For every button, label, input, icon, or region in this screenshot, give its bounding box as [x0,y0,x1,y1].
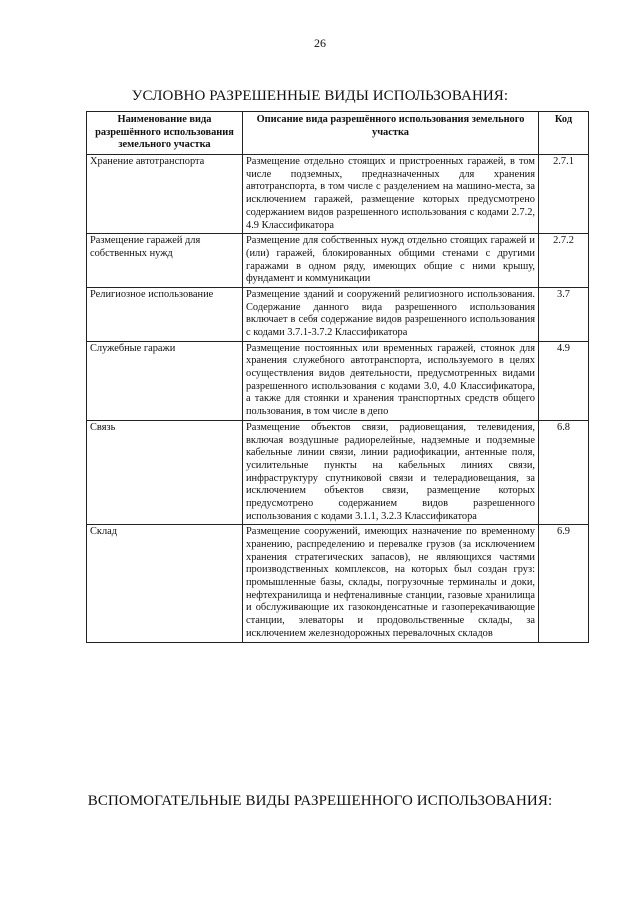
table-header-row [87,112,589,155]
row-description: Размещение зданий и сооружений религиозного использования. Содержание данного вида разрешенного использования включает в себя содержание видов разрешенного использования с кодами 3.7.1-3.7.2 Классификатора [243,287,539,341]
table-row [87,525,589,642]
page-number: 26 [314,36,326,50]
row-name: Размещение гаражей для собственных нужд [87,234,243,288]
row-code: 2.7.2 [539,234,589,288]
conditional-uses-title: УСЛОВНО РАЗРЕШЕННЫЕ ВИДЫ ИСПОЛЬЗОВАНИЯ: [131,88,509,104]
row-code: 2.7.1 [539,155,589,234]
row-description: Размещение для собственных нужд отдельно стоящих гаражей и (или) гаражей, блокированных общими стенами с другими гаражами в одном ряду, имеющих общие с ними крышу, фундамент и коммуникации [243,234,539,288]
row-code: 4.9 [539,341,589,420]
conditional-uses-table [86,111,589,643]
table-row [87,234,589,288]
row-name: Хранение автотранспорта [87,155,243,234]
row-description: Размещение отдельно стоящих и пристроенных гаражей, в том числе подземных, предназначенных для хранения автотранспорта, в том числе с разделением на машино-места, за исключением гаражей, размещение которых предусмотрено содержанием видов разрешенного использования с кодами 2.7.2, 4.9 Классификатора [243,155,539,234]
row-name: Религиозное использование [87,287,243,341]
row-code: 6.9 [539,525,589,642]
header-description: Описание вида разрешённого использования земельного участка [243,112,539,155]
table-row [87,155,589,234]
table-row [87,287,589,341]
row-description: Размещение объектов связи, радиовещания, телевидения, включая воздушные радиорелейные, надземные и подземные кабельные линии связи, линии радиофикации, антенные поля, усилительные пункты на кабельных линиях связи, инфраструктуру спутниковой связи и телерадиовещания, за исключением объектов связи, размещение которых предусмотрено содержанием видов разрешенного использования с кодами 3.1.1, 3.2.3 Классификатора [243,420,539,525]
row-description: Размещение постоянных или временных гаражей, стоянок для хранения служебного автотранспорта, используемого в целях осуществления видов деятельности, предусмотренных видами разрешенного использования с кодами 3.0, 4.0 Классификатора, а также для стоянки и хранения транспортных средств общего пользования, в том числе в депо [243,341,539,420]
row-code: 6.8 [539,420,589,525]
header-name: Наименование вида разрешённого использования земельного участка [87,112,243,155]
auxiliary-uses-title: ВСПОМОГАТЕЛЬНЫЕ ВИДЫ РАЗРЕШЕННОГО ИСПОЛЬЗОВАНИЯ: [87,793,553,809]
row-name: Служебные гаражи [87,341,243,420]
row-code: 3.7 [539,287,589,341]
table-row [87,420,589,525]
table-row [87,341,589,420]
row-name: Связь [87,420,243,525]
header-code: Код [539,112,589,155]
row-name: Склад [87,525,243,642]
row-description: Размещение сооружений, имеющих назначение по временному хранению, распределению и перевалке грузов (за исключением хранения стратегических запасов), не являющихся частями производственных комплексов, на которых был создан груз: промышленные базы, склады, погрузочные терминалы и доки, нефтехранилища и нефтеналивные станции, газовые хранилища и обслуживающие их газоконденсатные и газоперекачивающие станции, элеваторы и продовольственные склады, за исключением железнодорожных перевалочных складов [243,525,539,642]
